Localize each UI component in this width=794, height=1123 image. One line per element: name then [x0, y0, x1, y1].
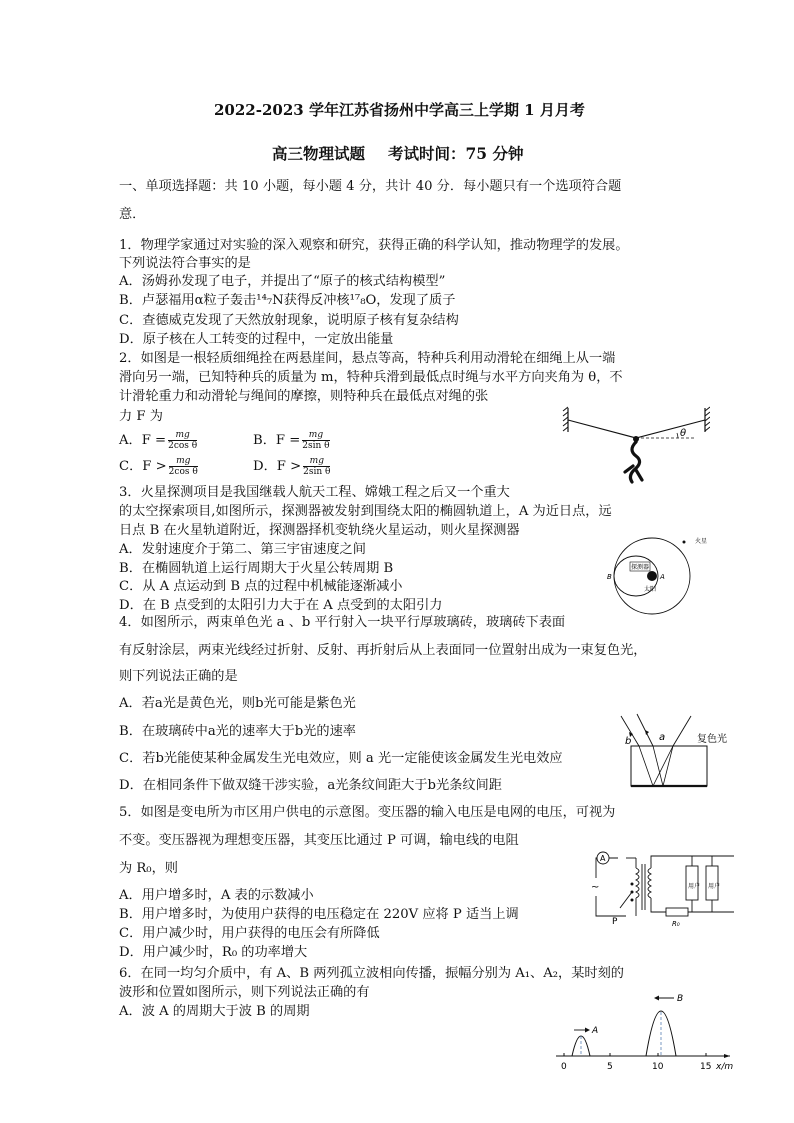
q2-stem-cont3: 力 F 为 — [119, 409, 163, 424]
x-axis-arrow — [724, 1054, 730, 1058]
q2-stem-cont1: 滑向另一端，已知特种兵的质量为 m，特种兵滑到最低点时绳与水平方向夹角为 θ，不 — [119, 370, 623, 385]
q3-option-d: D．在 B 点受到的太阳引力大于在 A 点受到的太阳引力 — [119, 598, 443, 613]
q2-option-a — [119, 430, 197, 451]
q1-stem: 1．物理学家通过对实验的深入观察和研究，获得正确的科学认知，推动物理学的发展。 — [119, 238, 629, 253]
tick-label-0: 0 — [561, 1062, 567, 1072]
user-label-1: 用户 — [688, 883, 701, 890]
q2-option-b-fraction — [302, 430, 329, 451]
soldier-figure — [625, 442, 642, 482]
q2-option-a-prefix: A．F = — [119, 433, 167, 448]
q6-stem: 6．在同一均匀介质中，有 A、B 两列孤立波相向传播，振幅分别为 A₁、A₂，某时刻的 — [119, 966, 624, 981]
label-composite: 复色光 — [697, 734, 727, 745]
wave-b-arrow — [654, 996, 659, 1001]
q3-stem-cont2: 日点 B 在火星轨道附近，探测器择机变轨绕火星运动，则火星探测器 — [119, 523, 520, 538]
q2-option-d — [253, 456, 330, 477]
mars — [683, 541, 686, 544]
q6-wave-figure — [550, 988, 750, 1078]
q4-glass-figure — [615, 710, 745, 792]
probe-label: 探测器 — [631, 564, 650, 571]
q2-option-c — [119, 456, 198, 477]
q4-option-a: A．若a光是黄色光，则b光可能是紫色光 — [119, 696, 356, 711]
q2-rope-figure — [560, 404, 710, 488]
mars-label: 火星 — [695, 538, 708, 545]
q5-stem-cont1: 不变。变压器视为理想变压器，其变压比通过 P 可调，输电线的电阻 — [119, 833, 519, 848]
tap-1 — [631, 883, 634, 886]
left-cliff — [563, 407, 568, 432]
resistor-r0 — [666, 908, 688, 916]
fraction-numerator: mg — [302, 430, 329, 441]
subject-label: 高三物理试题 — [272, 144, 366, 163]
q2-stem-cont2: 计滑轮重力和动滑轮与绳间的摩擦，则特种兵在最低点对绳的张 — [119, 389, 489, 404]
section-heading-cont: 意． — [119, 207, 146, 222]
q3-option-c: C．从 A 点运动到 B 点的过程中机械能逐渐减小 — [119, 579, 403, 594]
q5-circuit-figure — [588, 848, 738, 932]
q4-stem: 4．如图所示，两束单色光 a 、b 平行射入一块平行厚玻璃砖，玻璃砖下表面 — [119, 615, 566, 630]
fraction-denominator: 2sin θ — [303, 467, 331, 477]
label-b: b — [625, 736, 632, 747]
tick-label-5: 5 — [607, 1062, 613, 1072]
q1-option-a: A．汤姆孙发现了电子，并提出了“原子的核式结构模型” — [119, 274, 446, 289]
exam-title: 2022-2023 学年江苏省扬州中学高三上学期 1 月月考 — [214, 101, 585, 119]
q1-option-d: D．原子核在人工转变的过程中，一定放出能量 — [119, 332, 394, 347]
q2-option-c-fraction — [169, 456, 198, 477]
q2-option-d-fraction — [303, 456, 330, 477]
q5-option-c: C．用户减少时，用户获得的电压会有所降低 — [119, 926, 380, 941]
fraction-numerator: mg — [303, 456, 330, 467]
tick-label-15: 15 — [700, 1062, 712, 1072]
q3-option-b: B．在椭圆轨道上运行周期大于火星公转周期 B — [119, 561, 394, 576]
q4-stem-cont2: 则下列说法正确的是 — [119, 669, 238, 684]
q1-option-b: B．卢瑟福用α粒子轰击¹⁴₇N获得反冲核¹⁷₈O，发现了质子 — [119, 293, 456, 308]
q5-stem: 5．如图是变电所为市区用户供电的示意图。变压器的输入电压是电网的电压，可视为 — [119, 805, 616, 820]
q6-stem-cont: 波形和位置如图所示，则下列说法正确的有 — [119, 985, 370, 1000]
fraction-numerator: mg — [169, 456, 198, 467]
fraction-denominator: 2cos θ — [168, 441, 198, 451]
q2-option-d-prefix: D．F > — [253, 459, 302, 474]
q4-stem-cont1: 有反射涂层，两束光线经过折射、反射、再折射后从上表面同一位置射出成为一束复色光， — [119, 643, 647, 658]
q2-option-b — [253, 430, 330, 451]
q5-stem-cont2: 为 R₀，则 — [119, 861, 178, 876]
point-b-label: B — [607, 573, 612, 581]
q3-orbit-figure — [600, 534, 716, 620]
q2-stem: 2．如图是一根轻质细绳拴在两悬崖间，悬点等高，特种兵利用动滑轮在细绳上从一端 — [119, 351, 616, 366]
q3-option-a: A．发射速度介于第二、第三宇宙速度之间 — [119, 542, 366, 557]
point-a-label: A — [660, 573, 665, 581]
q3-stem: 3．火星探测项目是我国继载人航天工程、嫦娥工程之后又一个重大 — [119, 485, 510, 500]
fraction-numerator: mg — [168, 430, 197, 441]
wave-a-label: A — [592, 1026, 599, 1036]
source-symbol: ~ — [591, 882, 600, 893]
resistor-r0-label: R₀ — [672, 920, 680, 928]
q4-option-c: C．若b光能使某种金属发生光电效应，则 a 光一定能使该金属发生光电效应 — [119, 751, 563, 766]
wave-b-label: B — [677, 994, 684, 1004]
q4-option-d: D．在相同条件下做双缝干涉实验，a光条纹间距大于b光条纹间距 — [119, 778, 502, 793]
user-label-2: 用户 — [708, 883, 721, 890]
q5-option-d: D．用户减少时，R₀ 的功率增大 — [119, 945, 308, 960]
q2-option-c-prefix: C．F > — [119, 459, 167, 474]
q5-option-a: A．用户增多时，A 表的示数减小 — [119, 888, 314, 903]
q2-option-b-prefix: B．F = — [253, 433, 301, 448]
ammeter-label: A — [600, 854, 606, 863]
q5-option-b: B．用户增多时，为使用户获得的电压稳定在 220V 应将 P 适当上调 — [119, 907, 519, 922]
q1-option-c: C．查德威克发现了天然放射现象，说明原子核有复杂结构 — [119, 313, 459, 328]
sun — [647, 571, 657, 581]
q2-option-a-fraction — [168, 430, 197, 451]
angle-arc — [677, 433, 678, 438]
exam-time: 考试时间：75 分钟 — [388, 144, 524, 163]
section-heading: 一、单项选择题：共 10 小题，每小题 4 分，共计 40 分．每小题只有一个选项符合题 — [119, 179, 622, 194]
q3-stem-cont1: 的太空探索项目,如图所示，探测器被发射到围绕太阳的椭圆轨道上，A 为近日点，远 — [119, 504, 612, 519]
tap-3 — [631, 899, 634, 902]
ray-composite-out — [673, 716, 691, 746]
label-a: a — [659, 732, 666, 743]
glass-block — [631, 746, 707, 786]
fraction-denominator: 2cos θ — [168, 467, 198, 477]
tick-label-10: 10 — [652, 1062, 664, 1072]
fraction-denominator: 2sin θ — [302, 441, 330, 451]
q1-stem-cont: 下列说法符合事实的是 — [119, 256, 251, 271]
theta-label: θ — [680, 428, 687, 439]
slider-p — [620, 892, 632, 908]
q6-option-a: A．波 A 的周期大于波 B 的周期 — [119, 1004, 310, 1019]
q4-option-b: B．在玻璃砖中a光的速率大于b光的速率 — [119, 724, 356, 739]
slider-p-label: P — [612, 917, 618, 927]
wave-a-arrow — [585, 1028, 590, 1033]
x-axis-unit: x/m — [716, 1062, 734, 1072]
sun-label: 太阳 — [644, 586, 657, 593]
right-cliff — [705, 407, 710, 432]
